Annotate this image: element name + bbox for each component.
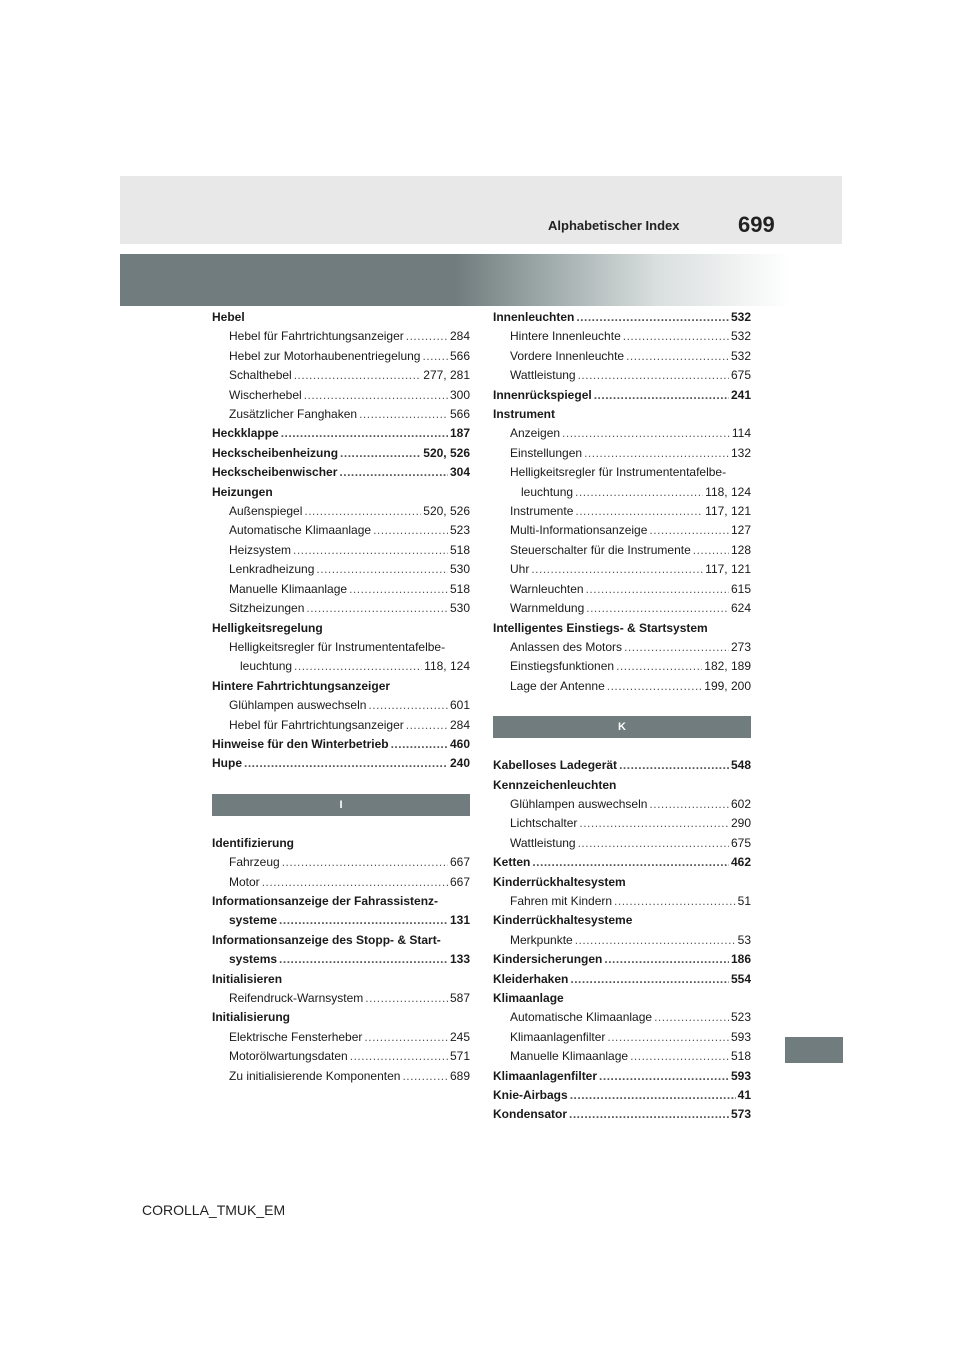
index-heading: Identifizierung: [212, 835, 294, 850]
dot-leader: [281, 424, 448, 443]
index-entry[interactable]: [212, 366, 470, 385]
dot-leader: [569, 1105, 729, 1124]
page-reference[interactable]: 554: [730, 971, 751, 986]
dot-leader: [570, 1086, 736, 1105]
index-entry[interactable]: [212, 502, 470, 521]
index-entry[interactable]: [493, 560, 751, 579]
dot-leader: [630, 1047, 729, 1066]
index-entry[interactable]: [212, 911, 470, 930]
index-term: Ketten: [493, 855, 531, 870]
page-reference[interactable]: 675: [730, 835, 751, 850]
index-heading: Intelligentes Einstiegs- & Startsystem: [493, 620, 708, 635]
index-entry[interactable]: [212, 716, 470, 735]
dot-leader: [406, 327, 448, 346]
index-entry[interactable]: [212, 521, 470, 540]
index-term: Schalthebel: [229, 368, 292, 383]
index-entry[interactable]: [212, 541, 470, 560]
index-term: Hebel für Fahrtrichtungsanzeiger: [229, 329, 404, 344]
index-entry[interactable]: [493, 599, 751, 618]
index-term: Multi-Informationsanzeige: [510, 523, 648, 538]
index-entry[interactable]: [493, 502, 751, 521]
index-term: Warnmeldung: [510, 601, 585, 616]
index-term: Innenleuchten: [493, 310, 575, 324]
index-entry[interactable]: [493, 853, 751, 872]
dot-leader: [575, 931, 736, 950]
page-reference[interactable]: 593: [730, 1068, 751, 1083]
index-entry[interactable]: [212, 347, 470, 366]
index-entry[interactable]: [212, 735, 470, 754]
page-reference[interactable]: 523: [449, 523, 470, 538]
dot-leader: [282, 853, 448, 872]
page-reference[interactable]: 53: [737, 932, 751, 947]
dot-leader: [402, 1067, 448, 1086]
index-entry[interactable]: [493, 931, 751, 950]
index-heading: Klimaanlage: [493, 991, 564, 1005]
index-term: Automatische Klimaanlage: [510, 1010, 653, 1025]
index-term: Hebel zur Motorhaubenentriegelung: [229, 348, 421, 363]
index-entry[interactable]: [493, 386, 751, 405]
dot-leader: [607, 677, 703, 696]
index-entry[interactable]: [212, 853, 470, 872]
index-term: leuchtung: [521, 484, 574, 499]
index-entry[interactable]: [493, 1086, 751, 1105]
index-term: Anzeigen: [510, 426, 561, 441]
page-reference[interactable]: 182, 189: [704, 659, 751, 674]
section-letter-bar: K: [493, 716, 751, 738]
page-reference[interactable]: 548: [730, 758, 751, 773]
index-entry[interactable]: [212, 696, 470, 715]
dot-leader: [626, 347, 729, 366]
index-term: Anlassen des Motors: [510, 639, 623, 654]
page-reference[interactable]: 520, 526: [423, 445, 470, 460]
page-reference[interactable]: 532: [730, 310, 751, 324]
dot-leader: [350, 1047, 448, 1066]
index-heading: Informationsanzeige des Stopp- & Start-: [212, 932, 441, 947]
page-reference[interactable]: 117, 121: [705, 562, 751, 577]
index-entry[interactable]: [493, 541, 751, 560]
dot-leader: [406, 716, 448, 735]
page-reference[interactable]: 566: [449, 407, 470, 422]
dot-leader: [304, 386, 448, 405]
index-subheading: Helligkeitsregler für Instrumententafelbe-: [229, 639, 446, 654]
dot-leader: [616, 657, 702, 676]
index-entry[interactable]: [493, 638, 751, 657]
page-reference[interactable]: 128: [730, 542, 751, 557]
index-entry[interactable]: [212, 657, 470, 676]
index-entry[interactable]: [212, 386, 470, 405]
index-term: Wattleistung: [510, 835, 576, 850]
dot-leader: [584, 444, 729, 463]
page-title: Alphabetischer Index: [548, 218, 680, 233]
page-reference[interactable]: 462: [730, 855, 751, 870]
page-reference[interactable]: 277, 281: [423, 368, 470, 383]
index-heading: Kinderrückhaltesystem: [493, 874, 626, 889]
dot-leader: [575, 502, 703, 521]
index-entry[interactable]: [493, 756, 751, 775]
dot-leader: [294, 366, 422, 385]
index-entry[interactable]: [212, 424, 470, 443]
page-reference[interactable]: 523: [730, 1010, 751, 1025]
index-entry[interactable]: [493, 1047, 751, 1066]
side-thumb-tab: [785, 1037, 843, 1063]
index-column-left: [212, 308, 470, 1086]
index-term: Motorölwartungsdaten: [229, 1049, 348, 1064]
index-entry[interactable]: [212, 327, 470, 346]
index-heading: Kinderrückhaltesysteme: [493, 913, 633, 928]
page-reference[interactable]: 518: [730, 1049, 751, 1064]
index-entry[interactable]: [493, 483, 751, 502]
dot-leader: [244, 754, 448, 773]
dot-leader: [304, 502, 421, 521]
index-entry[interactable]: [493, 366, 751, 385]
page-reference[interactable]: 187: [449, 426, 470, 441]
document-code: COROLLA_TMUK_EM: [142, 1202, 286, 1218]
index-entry[interactable]: [493, 892, 751, 911]
dot-leader: [262, 873, 448, 892]
index-term: Elektrische Fensterheber: [229, 1029, 363, 1044]
dot-leader: [391, 735, 448, 754]
index-term: Kondensator: [493, 1107, 568, 1122]
dot-leader: [279, 950, 448, 969]
index-term: Heckklappe: [212, 426, 279, 441]
index-heading: Instrument: [493, 407, 556, 422]
page-reference[interactable]: 51: [737, 893, 751, 908]
dot-leader: [607, 1028, 729, 1047]
dot-leader: [599, 1067, 729, 1086]
dot-leader: [578, 366, 729, 385]
dot-leader: [294, 657, 422, 676]
index-entry[interactable]: [493, 1008, 751, 1027]
dot-leader: [586, 599, 729, 618]
index-entry[interactable]: [212, 463, 470, 482]
index-term: systems: [229, 952, 278, 967]
index-entry[interactable]: [493, 1105, 751, 1124]
page-reference[interactable]: 518: [449, 581, 470, 596]
dot-leader: [306, 599, 448, 618]
dot-leader: [654, 1008, 729, 1027]
dot-leader: [586, 580, 729, 599]
page-reference[interactable]: 532: [730, 348, 751, 363]
index-term: systeme: [229, 913, 278, 928]
index-entry[interactable]: [493, 580, 751, 599]
index-term: Lichtschalter: [510, 816, 578, 831]
index-term: Einstiegsfunktionen: [510, 659, 615, 674]
index-term: Fahrzeug: [229, 855, 280, 870]
dot-leader: [604, 950, 729, 969]
index-heading: Kennzeichenleuchten: [493, 777, 617, 792]
dot-leader: [570, 970, 729, 989]
page-reference[interactable]: 530: [449, 562, 470, 577]
index-heading: Helligkeitsregelung: [212, 620, 323, 635]
index-term: Klimaanlagenfilter: [510, 1029, 606, 1044]
dot-leader: [422, 347, 448, 366]
page-number: 699: [738, 212, 775, 237]
dot-leader: [340, 444, 421, 463]
index-term: Sitzheizungen: [229, 601, 305, 616]
index-entry[interactable]: [493, 424, 751, 443]
dot-leader: [619, 756, 729, 775]
index-entry[interactable]: [212, 1047, 470, 1066]
index-entry[interactable]: [493, 347, 751, 366]
index-term: Hebel für Fahrtrichtungsanzeiger: [229, 717, 404, 732]
page-reference[interactable]: 114: [731, 426, 751, 441]
page-reference[interactable]: 118, 124: [424, 659, 470, 674]
index-entry[interactable]: [212, 560, 470, 579]
page-reference[interactable]: 624: [730, 601, 751, 616]
index-entry[interactable]: [212, 1028, 470, 1047]
index-entry[interactable]: [212, 444, 470, 463]
dot-leader: [576, 308, 729, 327]
index-term: Zusätzlicher Fanghaken: [229, 407, 358, 422]
index-entry[interactable]: [212, 599, 470, 618]
index-term: Lenkradheizung: [229, 562, 315, 577]
index-term: Uhr: [510, 562, 530, 577]
index-term: Hupe: [212, 756, 242, 771]
index-heading: Hintere Fahrtrichtungsanzeiger: [212, 678, 391, 693]
index-entry[interactable]: [212, 580, 470, 599]
page-reference[interactable]: 675: [730, 368, 751, 383]
page-reference[interactable]: 199, 200: [704, 678, 751, 693]
index-entry[interactable]: [493, 327, 751, 346]
page-reference[interactable]: 118, 124: [705, 484, 751, 499]
index-term: Merkpunkte: [510, 932, 573, 947]
dot-leader: [624, 638, 729, 657]
index-term: Steuerschalter für die Instrumente: [510, 542, 691, 557]
index-term: Außenspiegel: [229, 504, 303, 519]
index-entry[interactable]: [212, 754, 470, 773]
page-reference[interactable]: 566: [449, 348, 470, 363]
page-reference[interactable]: 127: [730, 523, 751, 538]
page-reference[interactable]: 186: [730, 952, 751, 967]
page-reference[interactable]: 132: [730, 445, 751, 460]
page-reference[interactable]: 117, 121: [705, 504, 751, 519]
index-term: Heckscheibenwischer: [212, 465, 338, 480]
dot-leader: [531, 560, 703, 579]
index-entry[interactable]: [493, 657, 751, 676]
index-term: Hinweise für den Winterbetrieb: [212, 736, 389, 751]
dot-leader: [623, 327, 729, 346]
index-term: Heckscheibenheizung: [212, 445, 339, 460]
dot-leader: [532, 853, 729, 872]
dot-leader: [279, 911, 448, 930]
index-entry[interactable]: [493, 677, 751, 696]
page-reference[interactable]: 460: [449, 736, 470, 751]
index-term: Manuelle Klimaanlage: [510, 1049, 629, 1064]
index-term: Manuelle Klimaanlage: [229, 581, 348, 596]
index-heading: Informationsanzeige der Fahrassistenz-: [212, 893, 439, 908]
page-reference[interactable]: 518: [449, 542, 470, 557]
page-reference[interactable]: 667: [449, 855, 470, 870]
dot-leader: [365, 989, 448, 1008]
index-term: Innenrückspiegel: [493, 387, 592, 402]
index-heading: Initialisieren: [212, 971, 283, 986]
dot-leader: [316, 560, 448, 579]
index-term: Klimaanlagenfilter: [493, 1068, 598, 1083]
index-entry[interactable]: [212, 1067, 470, 1086]
page-reference[interactable]: 615: [730, 581, 751, 596]
header-banner: [120, 254, 790, 306]
index-term: Kleiderhaken: [493, 971, 569, 986]
dot-leader: [368, 696, 448, 715]
index-term: Glühlampen auswechseln: [510, 796, 648, 811]
index-heading: Initialisierung: [212, 1010, 291, 1025]
dot-leader: [364, 1028, 448, 1047]
dot-leader: [579, 814, 729, 833]
dot-leader: [693, 541, 729, 560]
index-term: Knie-Airbags: [493, 1088, 568, 1103]
dot-leader: [614, 892, 736, 911]
dot-leader: [373, 521, 448, 540]
index-entry[interactable]: [212, 989, 470, 1008]
index-term: leuchtung: [240, 659, 293, 674]
page-reference[interactable]: 571: [449, 1049, 470, 1064]
dot-leader: [575, 483, 703, 502]
index-entry[interactable]: [212, 405, 470, 424]
page-reference[interactable]: 602: [730, 796, 751, 811]
index-column-right: [493, 308, 751, 1125]
dot-leader: [293, 541, 448, 560]
index-term: Vordere Innenleuchte: [510, 348, 625, 363]
dot-leader: [649, 521, 729, 540]
page-reference[interactable]: 667: [449, 874, 470, 889]
page-reference[interactable]: 304: [449, 465, 470, 480]
page-reference[interactable]: 245: [449, 1029, 470, 1044]
index-entry[interactable]: [493, 444, 751, 463]
page-reference[interactable]: 284: [449, 329, 470, 344]
index-term: Fahren mit Kindern: [510, 893, 613, 908]
index-term: Warnleuchten: [510, 581, 584, 596]
index-entry[interactable]: [493, 834, 751, 853]
index-term: Kabelloses Ladegerät: [493, 758, 618, 773]
index-entry[interactable]: [493, 970, 751, 989]
page-reference[interactable]: 241: [730, 387, 751, 402]
index-entry[interactable]: [493, 795, 751, 814]
index-entry[interactable]: [212, 873, 470, 892]
index-term: Kindersicherungen: [493, 952, 603, 967]
page-reference[interactable]: 290: [730, 816, 751, 831]
page-reference[interactable]: 284: [449, 717, 470, 732]
page-reference[interactable]: 520, 526: [423, 504, 470, 519]
index-term: Wattleistung: [510, 368, 576, 383]
index-term: Reifendruck-Warnsystem: [229, 991, 364, 1005]
dot-leader: [649, 795, 729, 814]
index-entry[interactable]: [493, 814, 751, 833]
page-reference[interactable]: 300: [449, 387, 470, 402]
page-reference[interactable]: 131: [449, 913, 470, 928]
index-term: Lage der Antenne: [510, 678, 605, 693]
index-term: Heizsystem: [229, 542, 292, 557]
index-term: Zu initialisierende Komponenten: [229, 1068, 401, 1083]
page-reference[interactable]: 587: [449, 991, 470, 1005]
index-subheading: Helligkeitsregler für Instrumententafelbe-: [510, 465, 727, 480]
dot-leader: [339, 463, 448, 482]
index-term: Hintere Innenleuchte: [510, 329, 621, 344]
index-entry[interactable]: [493, 950, 751, 969]
page-reference[interactable]: 593: [730, 1029, 751, 1044]
index-term: Glühlampen auswechseln: [229, 698, 367, 713]
dot-leader: [562, 424, 730, 443]
index-term: Einstellungen: [510, 445, 583, 460]
page-reference[interactable]: 133: [449, 952, 470, 967]
index-entry[interactable]: [493, 1028, 751, 1047]
index-term: Instrumente: [510, 504, 574, 519]
page-reference[interactable]: 240: [449, 756, 470, 771]
dot-leader: [359, 405, 448, 424]
index-entry[interactable]: [493, 1067, 751, 1086]
dot-leader: [349, 580, 448, 599]
dot-leader: [594, 386, 729, 405]
index-term: Wischerhebel: [229, 387, 302, 402]
page-reference[interactable]: 530: [449, 601, 470, 616]
index-heading: Hebel: [212, 310, 245, 324]
dot-leader: [578, 834, 729, 853]
page-reference[interactable]: 41: [737, 1088, 751, 1103]
page-reference[interactable]: 689: [449, 1068, 470, 1083]
page-reference[interactable]: 573: [730, 1107, 751, 1122]
page-reference[interactable]: 532: [730, 329, 751, 344]
page-reference[interactable]: 273: [730, 639, 751, 654]
page-reference[interactable]: 601: [449, 698, 470, 713]
index-entry[interactable]: [493, 308, 751, 327]
section-letter-bar: I: [212, 794, 470, 816]
index-term: Motor: [229, 874, 260, 889]
index-heading: Heizungen: [212, 484, 273, 499]
index-term: Automatische Klimaanlage: [229, 523, 372, 538]
index-entry[interactable]: [212, 950, 470, 969]
header-bar: [120, 176, 842, 244]
index-entry[interactable]: [493, 521, 751, 540]
